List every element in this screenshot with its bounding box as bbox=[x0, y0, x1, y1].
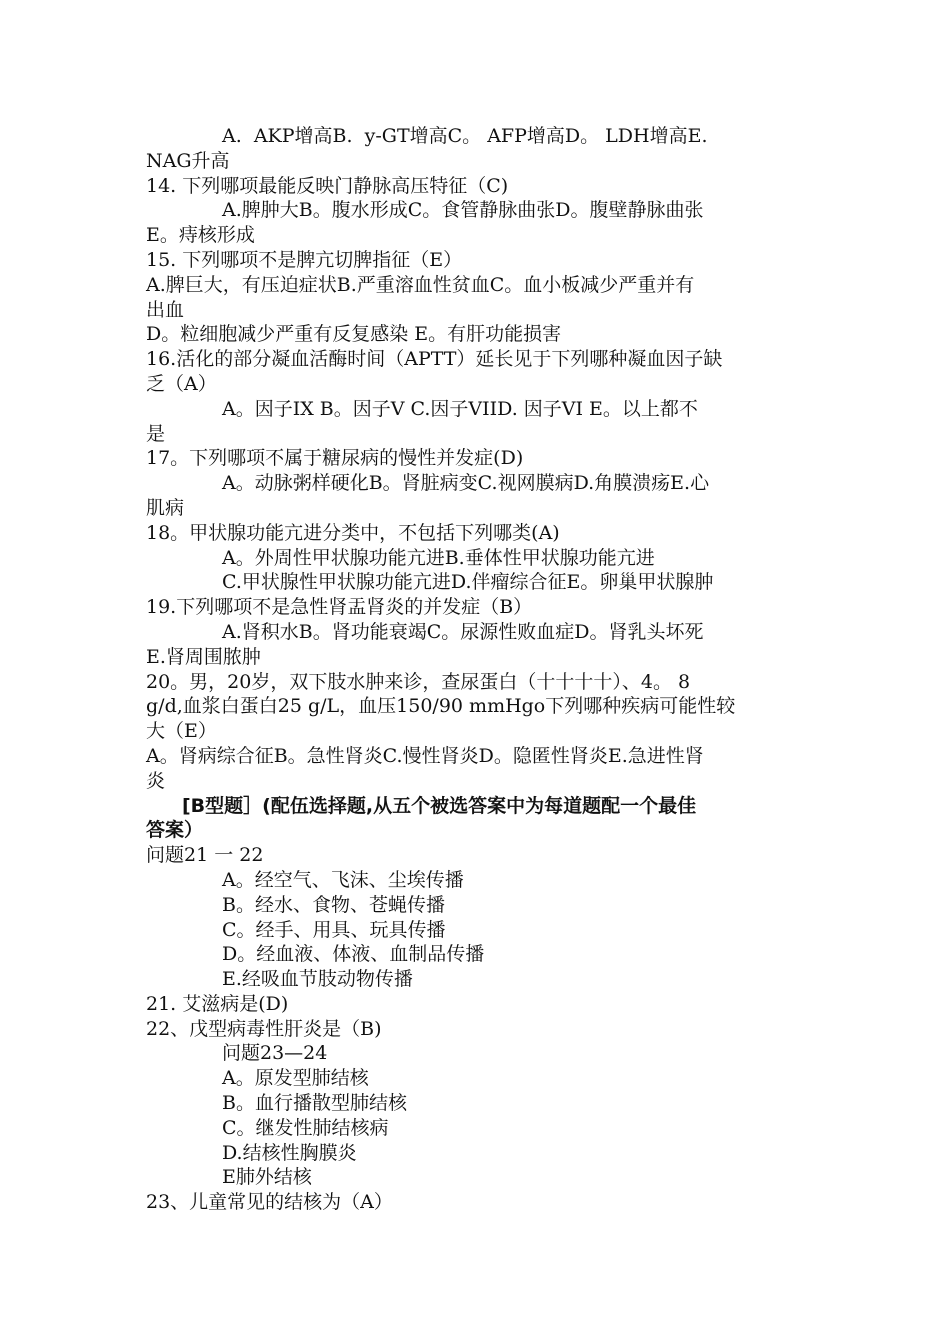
text-line: A。动脉粥样硬化B。肾脏病变C.视网膜病D.角膜溃疡E.心 bbox=[222, 472, 710, 495]
text-line: C.甲状腺性甲状腺功能亢进D.伴瘤综合征E。卵巢甲状腺肿 bbox=[222, 571, 714, 594]
text-line: 大（E） bbox=[146, 720, 217, 743]
question-16: 16.活化的部分凝血活酶时间（APTT）延长见于下列哪种凝血因子缺 bbox=[146, 348, 723, 371]
question-23: 23、儿童常见的结核为（A） bbox=[146, 1191, 393, 1214]
text-line: E.肾周围脓肿 bbox=[146, 645, 261, 668]
text-line: 肌病 bbox=[146, 496, 185, 519]
question-22: 22、戊型病毒性肝炎是（B) bbox=[146, 1017, 382, 1040]
question-19: 19.下列哪项不是急性肾盂肾炎的并发症（B） bbox=[146, 596, 533, 619]
text-line: A。因子IX B。因子V C.因子VIID. 因子VI E。以上都不 bbox=[222, 397, 698, 420]
text-line: 乏（A） bbox=[146, 372, 217, 395]
text-line: E。痔核形成 bbox=[146, 224, 255, 247]
option-e: E.经吸血节肢动物传播 bbox=[222, 968, 413, 991]
option-c: C。继发性肺结核病 bbox=[222, 1116, 389, 1139]
text-line: A.脾肿大B。腹水形成C。食管静脉曲张D。腹壁静脉曲张 bbox=[222, 199, 704, 222]
question-21: 21. 艾滋病是(D) bbox=[146, 992, 289, 1015]
question-20: 20。男，20岁，双下肢水肿来诊，查尿蛋白（十十十十）、4。 8 bbox=[146, 670, 691, 693]
option-a: A。经空气、飞沫、尘埃传播 bbox=[222, 868, 464, 891]
section-heading-cont: 答案） bbox=[146, 819, 204, 842]
text-line: 炎 bbox=[146, 769, 166, 792]
text-line: 出血 bbox=[146, 298, 185, 321]
option-e: E肺外结核 bbox=[222, 1166, 312, 1189]
text-line: A. AKP增高B. y-GT增高C。 AFP增高D。 LDH增高E. bbox=[222, 125, 708, 147]
text-line: 是 bbox=[146, 422, 166, 445]
option-b: B。血行播散型肺结核 bbox=[222, 1092, 407, 1115]
text-line: A。肾病综合征B。急性肾炎C.慢性肾炎D。隐匿性肾炎E.急进性肾 bbox=[146, 744, 704, 767]
text-line: D。粒细胞减少严重有反复感染 E。有肝功能损害 bbox=[146, 323, 562, 346]
question-group-21-22: 问题21 一 22 bbox=[146, 844, 264, 867]
option-c: C。经手、用具、玩具传播 bbox=[222, 918, 446, 941]
document-page bbox=[146, 124, 806, 1215]
question-14: 14. 下列哪项最能反映门静脉高压特征（C) bbox=[146, 174, 509, 197]
question-15: 15. 下列哪项不是脾亢切脾指征（E） bbox=[146, 248, 463, 271]
text-line: A.肾积水B。肾功能衰竭C。尿源性败血症D。肾乳头坏死 bbox=[222, 620, 704, 643]
question-17: 17。下列哪项不属于糖尿病的慢性并发症(D) bbox=[146, 447, 524, 470]
text-line: NAG升高 bbox=[146, 149, 230, 172]
option-d: D.结核性胸膜炎 bbox=[222, 1141, 357, 1164]
option-a: A。原发型肺结核 bbox=[222, 1067, 369, 1090]
question-group-23-24: 问题23—24 bbox=[222, 1042, 328, 1065]
text-line: g/d,血浆白蛋白25 g/L，血压150/90 mmHgo下列哪种疾病可能性较 bbox=[146, 695, 736, 718]
question-18: 18。甲状腺功能亢进分类中，不包括下列哪类(A) bbox=[146, 521, 560, 544]
text-line: A.脾巨大，有压迫症状B.严重溶血性贫血C。血小板减少严重并有 bbox=[146, 273, 695, 296]
section-heading: [B型题］(配伍选择题,从五个被选答案中为每道题配一个最佳 bbox=[182, 794, 697, 817]
text-line: A。外周性甲状腺功能亢进B.垂体性甲状腺功能亢进 bbox=[222, 546, 655, 569]
option-b: B。经水、食物、苍蝇传播 bbox=[222, 893, 445, 916]
option-d: D。经血液、体液、血制品传播 bbox=[222, 943, 485, 966]
